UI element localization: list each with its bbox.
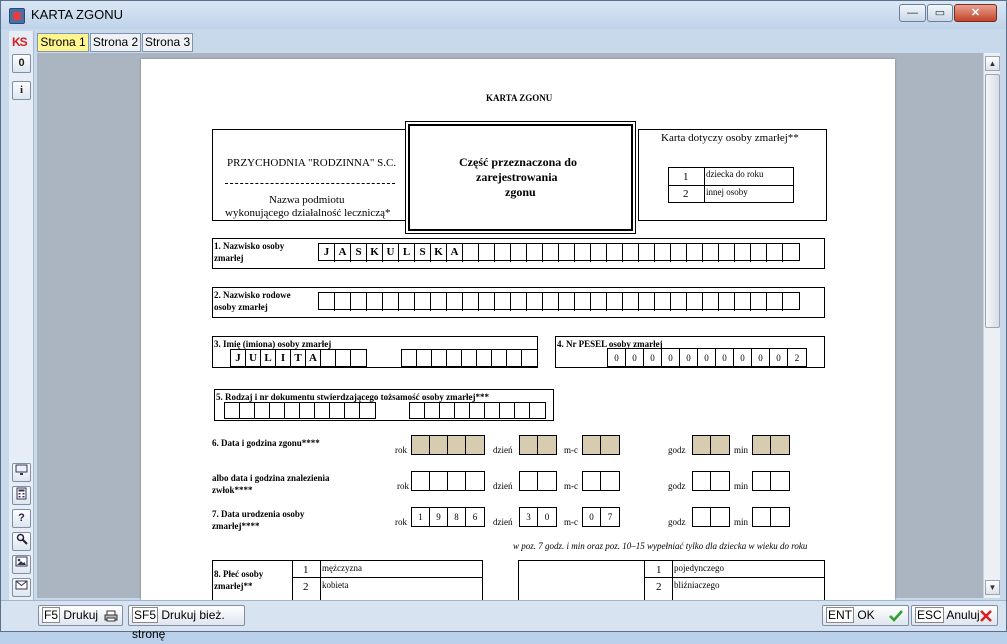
- info-button[interactable]: [12, 81, 31, 100]
- char-cell: [432, 350, 447, 366]
- maximize-button[interactable]: ▭: [927, 4, 953, 22]
- char-cell: [470, 403, 485, 419]
- title-bar: [1, 1, 1006, 29]
- info-icon: i: [19, 84, 24, 96]
- digit-cell: 0: [752, 349, 770, 367]
- char-cell: [607, 244, 623, 262]
- char-cell: [522, 350, 537, 366]
- birth-option-2-label: bliźniaczego: [674, 580, 720, 590]
- birth-row-divider: [644, 577, 825, 578]
- digit-cell: [601, 472, 619, 490]
- field-5-label: 5. Rodzaj i nr dokumentu stwierdzającego tożsamość osoby zmarłej***: [216, 392, 490, 402]
- char-cell: [575, 293, 591, 311]
- field-8-label-2: zmarłej**: [214, 581, 253, 591]
- digit-cell: [711, 508, 729, 526]
- digit-cell: 0: [770, 349, 788, 367]
- calculator-icon: [16, 487, 27, 500]
- digit-cell: [771, 472, 789, 490]
- field-3-second-name-cells[interactable]: [401, 349, 538, 367]
- char-cell: [703, 293, 719, 311]
- field-6b-label-1: albo data i godzina znalezienia: [212, 473, 330, 483]
- scroll-up-arrow[interactable]: ▲: [985, 56, 1000, 71]
- monitor-icon: [15, 464, 28, 476]
- zero-button[interactable]: 0: [12, 54, 31, 73]
- char-cell: [543, 244, 559, 262]
- char-cell: [767, 293, 783, 311]
- digit-cell: 0: [698, 349, 716, 367]
- f6-hour-label: godz: [668, 445, 686, 455]
- ent-key: ENT: [828, 608, 852, 622]
- digit-cell: 0: [644, 349, 662, 367]
- form-title: KARTA ZGONU: [486, 93, 553, 103]
- char-cell: [671, 293, 687, 311]
- calculator-button[interactable]: [12, 486, 31, 505]
- vertical-scrollbar[interactable]: [983, 53, 1000, 598]
- digit-cell: [771, 508, 789, 526]
- char-cell: [559, 293, 575, 311]
- char-cell: [719, 244, 735, 262]
- char-cell: [751, 244, 767, 262]
- char-cell: [351, 293, 367, 311]
- field-1-label-2: zmarłej: [214, 253, 244, 263]
- digit-cell: [520, 472, 538, 490]
- concerns-option-2-label: innej osoby: [706, 187, 748, 197]
- char-cell: K: [431, 244, 447, 262]
- f6-min-cells[interactable]: [752, 435, 790, 455]
- field-3-first-name-cells[interactable]: [230, 349, 367, 367]
- char-cell: L: [261, 350, 276, 366]
- char-cell: [440, 403, 455, 419]
- digit-cell: [448, 436, 466, 454]
- char-cell: [300, 403, 315, 419]
- f6b-month-label: m-c: [564, 481, 578, 491]
- char-cell: [463, 244, 479, 262]
- check-icon: [889, 610, 903, 622]
- field-6-label: 6. Data i godzina zgonu****: [212, 438, 320, 448]
- digit-cell: [771, 436, 789, 454]
- char-cell: [639, 293, 655, 311]
- char-cell: [485, 403, 500, 419]
- digit-cell: 0: [716, 349, 734, 367]
- help-button[interactable]: [12, 509, 31, 528]
- search-icon: [16, 533, 28, 545]
- concerns-row-divider: [668, 185, 794, 186]
- char-cell: [687, 293, 703, 311]
- left-toolbar: [9, 31, 34, 625]
- char-cell: K: [367, 244, 383, 262]
- char-cell: [495, 244, 511, 262]
- window-title: KARTA ZGONU: [31, 7, 123, 22]
- f7-year-label: rok: [395, 517, 407, 527]
- birth-option-1-label: pojedynczego: [674, 563, 724, 573]
- digit-cell: 0: [544, 512, 550, 522]
- char-cell: [402, 350, 417, 366]
- char-cell: [479, 293, 495, 311]
- char-cell: [751, 293, 767, 311]
- mail-icon: [15, 580, 28, 590]
- print-button[interactable]: [38, 605, 123, 626]
- f7-month-label: m-c: [564, 517, 578, 527]
- char-cell: [415, 293, 431, 311]
- char-cell: [500, 403, 515, 419]
- char-cell: [463, 293, 479, 311]
- digit-cell: [711, 472, 729, 490]
- char-cell: [477, 350, 492, 366]
- birth-option-2-num[interactable]: 2: [656, 581, 662, 593]
- cancel-label: Anuluj: [946, 608, 980, 622]
- field-2-maiden-name-cells[interactable]: [318, 292, 800, 310]
- digit-cell: 0: [734, 349, 752, 367]
- field-4-pesel-cells[interactable]: [607, 348, 807, 367]
- f6-hour-cells[interactable]: [692, 435, 730, 455]
- digit-cell: 7: [607, 512, 613, 522]
- char-cell: [345, 403, 360, 419]
- cancel-button[interactable]: [911, 605, 998, 626]
- char-cell: [336, 350, 351, 366]
- char-cell: [527, 244, 543, 262]
- f6b-month-cells[interactable]: [582, 471, 620, 491]
- institution-divider: [225, 183, 395, 184]
- digit-cell: 0: [662, 349, 680, 367]
- registration-text-3: zgonu: [505, 185, 536, 199]
- f7-month-cells[interactable]: [582, 507, 620, 527]
- digit-cell: [693, 472, 711, 490]
- char-cell: [655, 293, 671, 311]
- char-cell: [462, 350, 477, 366]
- char-cell: [335, 293, 351, 311]
- mail-button[interactable]: [12, 578, 31, 597]
- char-cell: S: [351, 244, 367, 262]
- field-7-label-1: 7. Data urodzenia osoby: [212, 509, 305, 519]
- char-cell: [783, 244, 799, 262]
- f8-option-1-label: mężczyzna: [322, 563, 362, 573]
- print-current-page-label: Drukuj bież. stronę: [132, 608, 225, 641]
- char-cell: J: [319, 244, 335, 262]
- char-cell: [511, 293, 527, 311]
- char-cell: [360, 403, 375, 419]
- digit-cell: [711, 436, 729, 454]
- digit-cell: [538, 472, 556, 490]
- f6-day-cells[interactable]: [519, 435, 557, 455]
- digit-cell: [583, 472, 601, 490]
- char-cell: [447, 293, 463, 311]
- cancel-x-icon: [980, 610, 992, 622]
- f6b-day-cells[interactable]: [519, 471, 557, 491]
- f7-day-cells[interactable]: [519, 507, 557, 527]
- f6-year-cells[interactable]: [411, 435, 485, 455]
- concerns-title: Karta dotyczy osoby zmarłej**: [661, 132, 799, 144]
- monitor-button[interactable]: [12, 463, 31, 482]
- app-logo: KS: [12, 35, 27, 49]
- f7-year-cells[interactable]: [411, 507, 485, 527]
- char-cell: [285, 403, 300, 419]
- char-cell: [417, 350, 432, 366]
- char-cell: [495, 293, 511, 311]
- char-cell: [623, 244, 639, 262]
- field-3-label: 3. Imię (imiona) osoby zmarłej: [214, 339, 332, 349]
- field-6b-label-2: zwłok****: [212, 485, 253, 495]
- char-cell: [575, 244, 591, 262]
- f7-hour-cells[interactable]: [692, 507, 730, 527]
- char-cell: [607, 293, 623, 311]
- minimize-button[interactable]: —: [899, 4, 926, 22]
- char-cell: [543, 293, 559, 311]
- concerns-col-divider: [704, 167, 705, 203]
- tab-strona-2[interactable]: Strona 2: [90, 33, 141, 52]
- char-cell: [431, 293, 447, 311]
- char-cell: U: [246, 350, 261, 366]
- function-key-bar: [1, 600, 1006, 641]
- digit-cell: [448, 472, 466, 490]
- char-cell: [767, 244, 783, 262]
- char-cell: [719, 293, 735, 311]
- char-cell: A: [447, 244, 463, 262]
- help-icon: ?: [18, 512, 25, 524]
- char-cell: [623, 293, 639, 311]
- char-cell: [447, 350, 462, 366]
- f6b-hour-label: godz: [668, 481, 686, 491]
- char-cell: [425, 403, 440, 419]
- field-2-label-1: 2. Nazwisko rodowe: [214, 290, 291, 300]
- esc-key: ESC: [917, 608, 942, 622]
- concerns-option-2-num: 2: [683, 188, 689, 200]
- field-8-label-1: 8. Płeć osoby: [214, 569, 264, 579]
- ok-button[interactable]: [822, 605, 909, 626]
- tab-strona-1[interactable]: Strona 1: [37, 33, 89, 52]
- ok-label: OK: [857, 608, 875, 622]
- char-cell: [687, 244, 703, 262]
- scroll-down-arrow[interactable]: ▼: [985, 580, 1000, 595]
- f7-min-cells[interactable]: [752, 507, 790, 527]
- digit-cell: 0: [608, 349, 626, 367]
- image-icon: [15, 556, 28, 567]
- age-note: w poz. 7 godz. i min oraz poz. 10–15 wypełniać tylko dla dziecka w wieku do roku: [513, 541, 808, 551]
- concerns-option-1-num: 1: [683, 171, 689, 183]
- f7-day-label: dzień: [493, 517, 513, 527]
- registration-text-1: Część przeznaczona do: [459, 155, 577, 169]
- scroll-thumb[interactable]: [985, 74, 1000, 328]
- digit-cell: 0: [626, 349, 644, 367]
- close-button[interactable]: ✕: [954, 4, 997, 22]
- char-cell: [591, 293, 607, 311]
- f7-hour-label: godz: [668, 517, 686, 527]
- char-cell: [367, 293, 383, 311]
- digit-cell: [412, 472, 430, 490]
- char-cell: S: [415, 244, 431, 262]
- registration-text-2: zarejestrowania: [476, 170, 558, 184]
- digit-cell: [466, 472, 484, 490]
- institution-caption-2: wykonującego działalność leczniczą*: [225, 207, 391, 219]
- char-cell: [703, 244, 719, 262]
- digit-cell: [693, 508, 711, 526]
- sf5-key: SF5: [134, 608, 157, 622]
- char-cell: U: [383, 244, 399, 262]
- f6-year-label: rok: [395, 445, 407, 455]
- f7-min-label: min: [734, 517, 749, 527]
- char-cell: [530, 403, 545, 419]
- f6-month-label: m-c: [564, 445, 578, 455]
- digit-cell: [466, 436, 484, 454]
- printer-icon: [104, 610, 118, 622]
- char-cell: [639, 244, 655, 262]
- f6b-year-label: rok: [397, 481, 409, 491]
- print-label: Drukuj: [63, 608, 99, 622]
- digit-cell: 8: [448, 508, 466, 526]
- f6-day-label: dzień: [493, 445, 513, 455]
- char-cell: [321, 350, 336, 366]
- f8-row-divider: [292, 577, 483, 578]
- digit-cell: [412, 436, 430, 454]
- image-button[interactable]: [12, 555, 31, 574]
- char-cell: [479, 244, 495, 262]
- concerns-option-1-label: dziecka do roku: [706, 169, 764, 179]
- digit-cell: 6: [472, 512, 478, 522]
- digit-cell: [430, 436, 448, 454]
- char-cell: [351, 350, 366, 366]
- char-cell: J: [231, 350, 246, 366]
- digit-cell: 0: [583, 508, 601, 526]
- digit-cell: 3: [520, 508, 538, 526]
- char-cell: [455, 403, 470, 419]
- app-icon: [9, 8, 25, 24]
- char-cell: [559, 244, 575, 262]
- char-cell: L: [399, 244, 415, 262]
- char-cell: [270, 403, 285, 419]
- char-cell: [511, 244, 527, 262]
- digit-cell: [430, 472, 448, 490]
- char-cell: [383, 293, 399, 311]
- char-cell: [399, 293, 415, 311]
- digit-cell: [753, 508, 771, 526]
- f5-key: F5: [44, 608, 59, 622]
- char-cell: [671, 244, 687, 262]
- form-page: [141, 59, 895, 619]
- field-7-label-2: zmarłej****: [212, 521, 260, 531]
- field-4-label: 4. Nr PESEL osoby zmarłej: [557, 339, 663, 349]
- f8-option-2-num[interactable]: 2: [303, 581, 309, 593]
- digit-cell: [693, 436, 711, 454]
- char-cell: T: [291, 350, 306, 366]
- institution-name: PRZYCHODNIA "RODZINNA" S.C.: [227, 157, 397, 169]
- char-cell: [240, 403, 255, 419]
- field-1-surname-cells[interactable]: [318, 243, 800, 261]
- digit-cell: [538, 436, 556, 454]
- digit-cell: [753, 436, 771, 454]
- char-cell: [591, 244, 607, 262]
- char-cell: [315, 403, 330, 419]
- field-2-label-2: osoby zmarłej: [214, 302, 268, 312]
- char-cell: [783, 293, 799, 311]
- search-button[interactable]: [12, 532, 31, 551]
- f6b-min-label: min: [734, 481, 749, 491]
- char-cell: [319, 293, 335, 311]
- digit-cell: 0: [680, 349, 698, 367]
- f8-option-1-num[interactable]: 1: [303, 564, 309, 576]
- f6b-year-cells[interactable]: [411, 471, 485, 491]
- char-cell: [515, 403, 530, 419]
- char-cell: [330, 403, 345, 419]
- char-cell: [492, 350, 507, 366]
- print-current-page-button[interactable]: [128, 605, 245, 641]
- digit-cell: 1: [412, 508, 430, 526]
- institution-caption-1: Nazwa podmiotu: [269, 194, 345, 206]
- char-cell: [735, 293, 751, 311]
- f6-month-cells[interactable]: [582, 435, 620, 455]
- digit-cell: [520, 436, 538, 454]
- char-cell: [655, 244, 671, 262]
- field-5-doc-type-cells[interactable]: [224, 402, 376, 419]
- tab-strona-3[interactable]: Strona 3: [142, 33, 193, 52]
- digit-cell: 9: [430, 508, 448, 526]
- char-cell: [410, 403, 425, 419]
- digit-cell: [601, 436, 619, 454]
- char-cell: [255, 403, 270, 419]
- f6-min-label: min: [734, 445, 749, 455]
- digit-cell: [753, 472, 771, 490]
- digit-cell: 2: [794, 353, 800, 363]
- digit-cell: [583, 436, 601, 454]
- char-cell: I: [276, 350, 291, 366]
- field-5-doc-number-cells[interactable]: [409, 402, 546, 419]
- char-cell: [735, 244, 751, 262]
- char-cell: A: [306, 350, 321, 366]
- field-1-label-1: 1. Nazwisko osoby: [214, 241, 285, 251]
- char-cell: A: [335, 244, 351, 262]
- birth-option-1-num[interactable]: 1: [656, 564, 662, 576]
- document-viewport[interactable]: [37, 53, 983, 598]
- f6b-min-cells[interactable]: [752, 471, 790, 491]
- char-cell: [507, 350, 522, 366]
- char-cell: [527, 293, 543, 311]
- char-cell: [225, 403, 240, 419]
- f6b-day-label: dzień: [493, 481, 513, 491]
- f6b-hour-cells[interactable]: [692, 471, 730, 491]
- f8-option-2-label: kobieta: [322, 580, 349, 590]
